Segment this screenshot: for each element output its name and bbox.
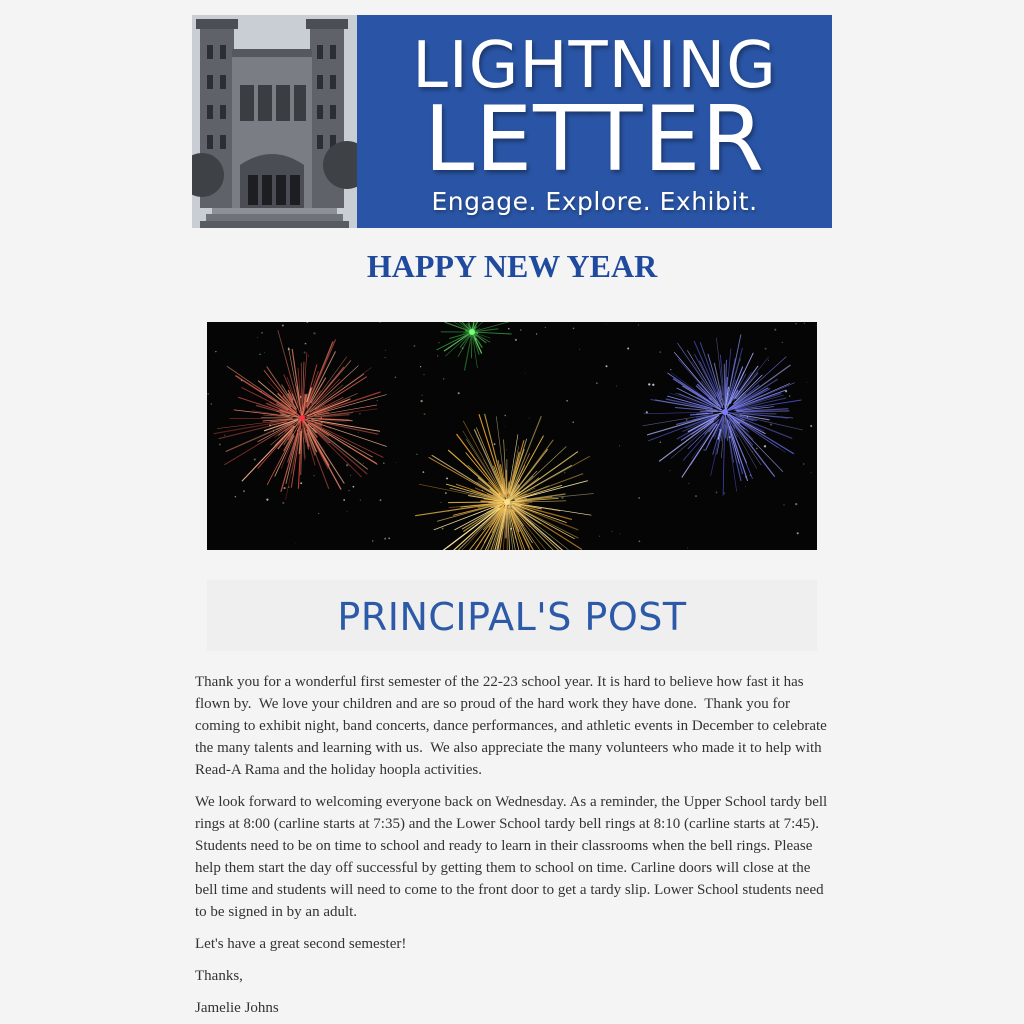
article-paragraph: Thank you for a wonderful first semester of the 22-23 school year. It is hard to believe how fast it has flown by. We love your children and are so proud of the hard work they have done. Thank you for coming to exhibit night, band concerts, dance performances, and athletic events in December to celebrate the many talents and learning with us. We also appreciate the many volunteers who made it to help with Read-A Rama and the holiday hoopla activities. xyxy=(195,674,831,778)
greeting-heading: HAPPY NEW YEAR xyxy=(366,248,658,284)
newsletter-title-line-2: LETTER xyxy=(424,87,765,192)
article-body xyxy=(195,671,832,1019)
article-signature: Jamelie Johns xyxy=(195,1000,279,1016)
newsletter-tagline: Engage. Explore. Exhibit. xyxy=(431,187,758,216)
article-paragraph: Let's have a great second semester! xyxy=(195,936,407,952)
section-title: PRINCIPAL'S POST xyxy=(337,595,687,639)
school-building-photo xyxy=(192,15,357,228)
newsletter-title-line-1: LIGHTNING xyxy=(412,29,777,103)
header-banner xyxy=(192,15,832,228)
article-signoff: Thanks, xyxy=(195,968,243,984)
principals-post-banner xyxy=(207,580,817,651)
fireworks-image xyxy=(207,322,817,550)
article-paragraph: We look forward to welcoming everyone back on Wednesday. As a reminder, the Upper School tardy bell rings at 8:00 (carline starts at 7:35) and the Lower School tardy bell rings at 8:10 (carline starts at 7:45). Students need to be on time to school and ready to learn in their classrooms when the bell rings. Please help them start the day off successful by getting them to school on time. Carline doors will close at the bell time and students will need to come to the front door to get a tardy slip. Lower School students need to be signed in by an adult. xyxy=(195,794,831,920)
banner-text xyxy=(357,15,832,228)
newsletter xyxy=(192,15,832,1024)
